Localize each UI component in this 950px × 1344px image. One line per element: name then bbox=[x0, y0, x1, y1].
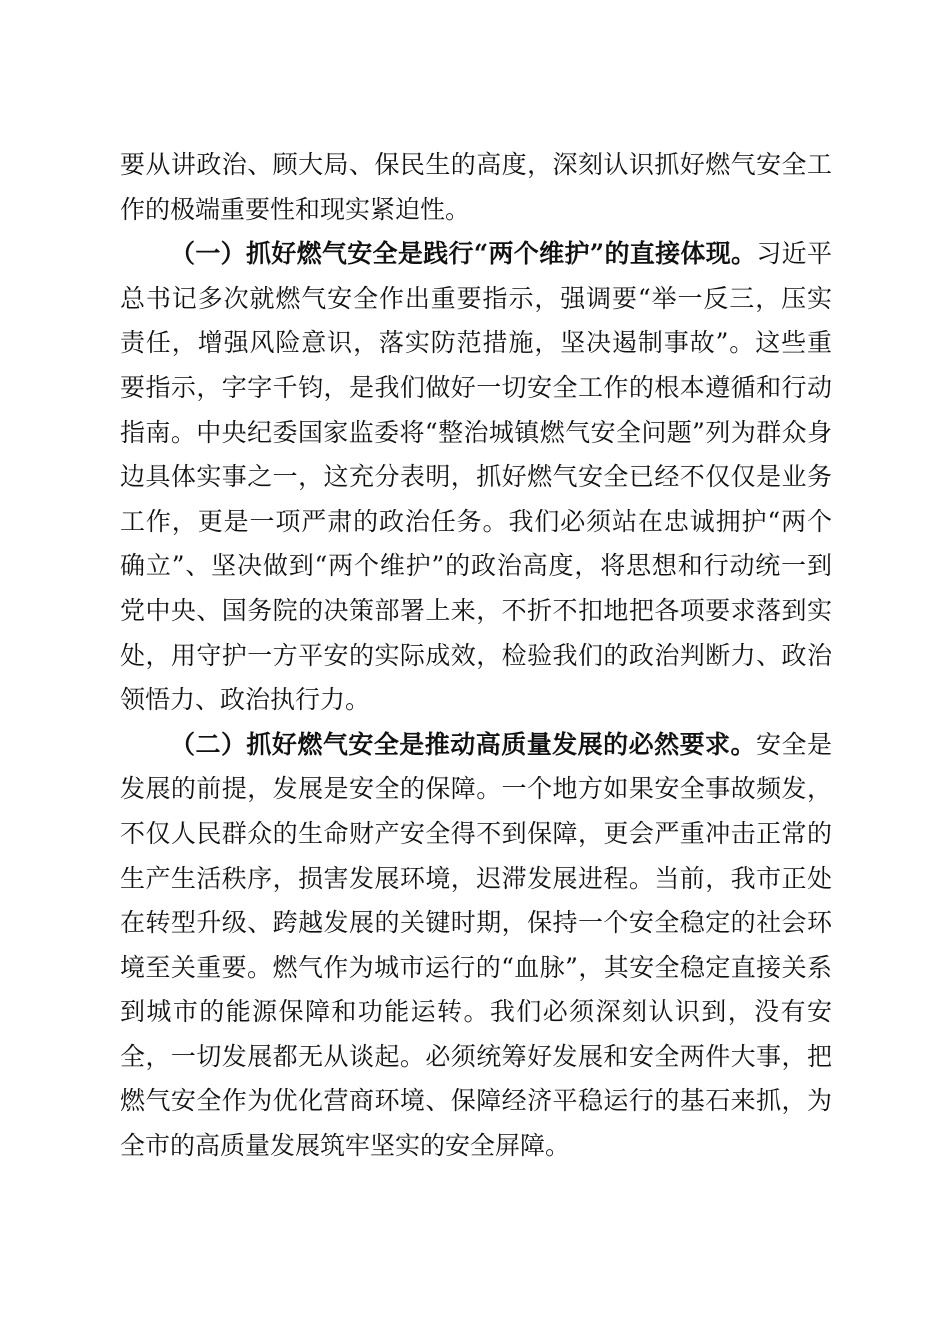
paragraph-intro bbox=[120, 143, 832, 232]
document-body bbox=[120, 143, 832, 1169]
section-1-heading: （一）抓好燃气安全是践行“两个维护”的直接体现。 bbox=[170, 239, 757, 269]
paragraph-intro-text: 要从讲政治、顾大局、保民生的高度，深刻认识抓好燃气安全工作的极端重要性和现实紧迫性。 bbox=[120, 150, 832, 224]
section-1-text: 习近平总书记多次就燃气安全作出重要指示，强调要“举一反三，压实责任，增强风险意识，落实防范措施，坚决遏制事故”。这些重要指示，字字千钧，是我们做好一切安全工作的根本遵循和行动指南。中央纪委国家监委将“整治城镇燃气安全问题”列为群众身边具体实事之一，这充分表明，抓好燃气安全已经不仅仅是业务工作，更是一项严肃的政治任务。我们必须站在忠诚拥护“两个确立”、坚决做到“两个维护”的政治高度，将思想和行动统一到党中央、国务院的决策部署上来，不折不扣地把各项要求落到实处，用守护一方平安的实际成效，检验我们的政治判断力、政治领悟力、政治执行力。 bbox=[120, 239, 832, 715]
section-2-heading: （二）抓好燃气安全是推动高质量发展的必然要求。 bbox=[170, 729, 757, 759]
section-2-text: 安全是发展的前提，发展是安全的保障。一个地方如果安全事故频发，不仅人民群众的生命财产安全得不到保障，更会严重冲击正常的生产生活秩序，损害发展环境，迟滞发展进程。当前，我市正处在转型升级、跨越发展的关键时期，保持一个安全稳定的社会环境至关重要。燃气作为城市运行的“血脉”，其安全稳定直接关系到城市的能源保障和功能运转。我们必须深刻认识到，没有安全，一切发展都无从谈起。必须统筹好发展和安全两件大事，把燃气安全作为优化营商环境、保障经济平稳运行的基石来抓，为全市的高质量发展筑牢坚实的安全屏障。 bbox=[120, 729, 832, 1161]
paragraph-section-2 bbox=[120, 723, 832, 1169]
paragraph-section-1 bbox=[120, 232, 832, 723]
